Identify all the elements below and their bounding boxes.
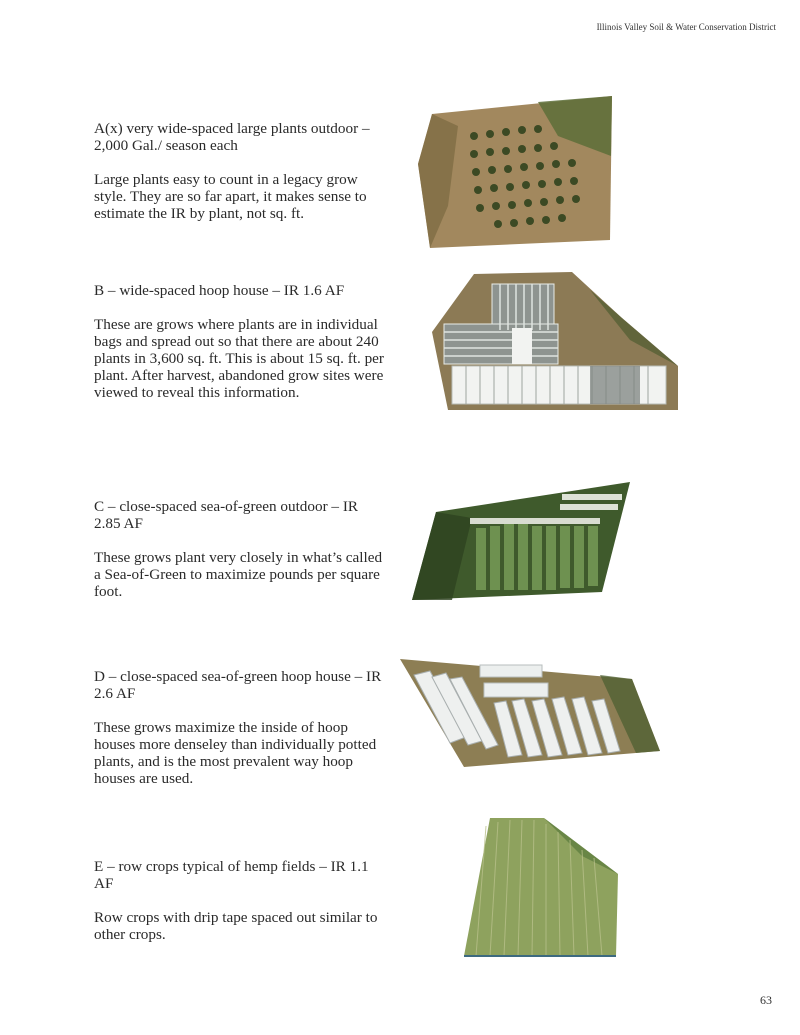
aerial-photo-e: [462, 816, 622, 962]
section-d-title: D – close-spaced sea-of-green hoop house – IR 2.6 AF: [94, 668, 382, 702]
aerial-photo-d: [400, 657, 662, 769]
aerial-photo-c: [412, 478, 632, 602]
aerial-photo-b-graphic: [430, 270, 680, 412]
section-b-description: These are grows where plants are in individual bags and spread out so that there are about 240 plants in 3,600 sq. ft. This is about 15 sq. ft. per plant. After harvest, abandoned grow sites were viewed to reveal this information.: [94, 316, 384, 401]
section-b: [94, 282, 386, 401]
page-header: Illinois Valley Soil & Water Conservation District: [596, 22, 776, 32]
section-d: [94, 668, 386, 787]
aerial-photo-e-graphic: [462, 816, 622, 962]
section-e-description: Row crops with drip tape spaced out similar to other crops.: [94, 909, 378, 943]
aerial-photo-a-graphic: [418, 96, 614, 248]
section-a-description: Large plants easy to count in a legacy grow style. They are so far apart, it makes sense to estimate the IR by plant, not sq. ft.: [94, 171, 367, 222]
section-e-title: E – row crops typical of hemp fields – IR 1.1 AF: [94, 858, 369, 892]
section-e: [94, 858, 386, 943]
section-c-title: C – close-spaced sea-of-green outdoor – IR 2.85 AF: [94, 498, 359, 532]
section-a-title: A(x) very wide-spaced large plants outdoor – 2,000 Gal./ season each: [94, 120, 370, 154]
page-number: 63: [760, 993, 772, 1007]
section-a: [94, 120, 386, 222]
section-c: [94, 498, 386, 600]
aerial-photo-c-graphic: [412, 478, 632, 602]
section-c-description: These grows plant very closely in what’s called a Sea-of-Green to maximize pounds per square foot.: [94, 549, 383, 600]
aerial-photo-a: [418, 96, 614, 248]
aerial-photo-d-graphic: [400, 657, 662, 769]
section-d-description: These grows maximize the inside of hoop houses more denseley than individually potted plants, and is the most prevalent way hoop houses are used.: [94, 719, 377, 787]
aerial-photo-b: [430, 270, 680, 412]
section-b-title: B – wide-spaced hoop house – IR 1.6 AF: [94, 282, 345, 299]
